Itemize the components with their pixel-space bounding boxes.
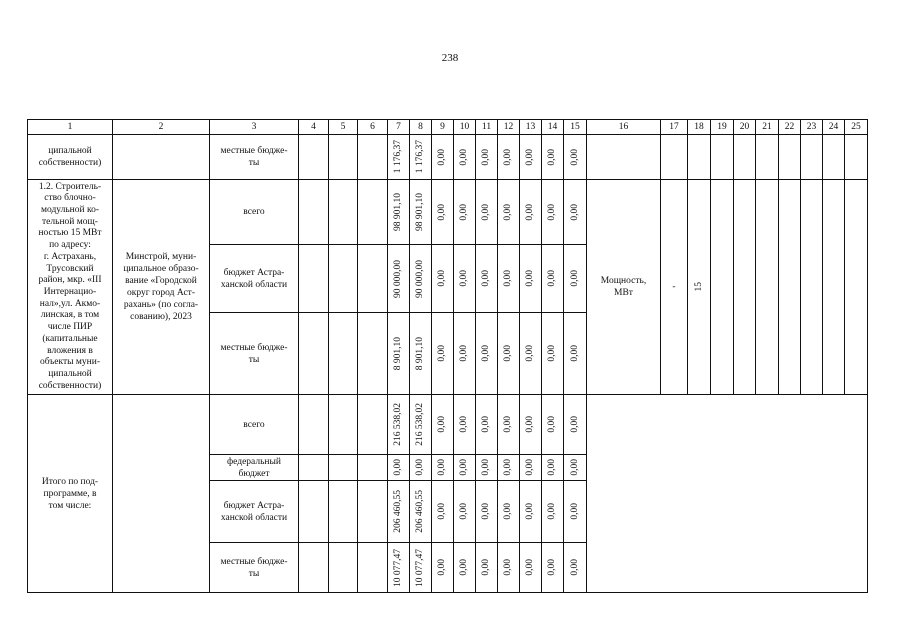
header-col-4 <box>299 120 329 135</box>
item-1-2-amount-col10 <box>454 245 476 313</box>
funding-source: федеральный бюджет <box>227 456 281 479</box>
total-amount-col11 <box>476 543 498 593</box>
amount-value: 0,00 <box>437 503 447 520</box>
total-col4-cell <box>299 455 329 481</box>
total-amount-col13 <box>520 543 542 593</box>
header-col-10 <box>454 120 476 135</box>
item-1-2-amount-col13 <box>520 245 542 313</box>
column-number: 18 <box>694 122 704 132</box>
header-col-11 <box>476 120 498 135</box>
column-number: 12 <box>503 122 514 132</box>
funding-source: местные бюдже- ты <box>220 556 288 579</box>
item-1-2-col6-cell <box>358 313 388 395</box>
continuation-amount-col14 <box>542 135 564 180</box>
amount-value: 0,00 <box>547 416 557 433</box>
item-1-2-col4-cell <box>299 180 329 245</box>
amount-value: 0,00 <box>481 503 491 520</box>
amount-value: 0,00 <box>393 459 403 476</box>
total-amount-col10 <box>454 395 476 455</box>
amount-value: 0,00 <box>525 459 535 476</box>
total-amount-col12 <box>498 395 520 455</box>
amount-value: 90 000,00 <box>393 259 403 298</box>
column-number: 4 <box>311 122 316 132</box>
amount-value: 98 901,10 <box>393 193 403 231</box>
amount-value: 8 901,10 <box>415 336 425 371</box>
total-amount-col14 <box>542 455 564 481</box>
continuation-amount-col13 <box>520 135 542 180</box>
item-1-2-amount-col13 <box>520 313 542 395</box>
amount-value: 0,00 <box>547 459 557 476</box>
header-col-6 <box>358 120 388 135</box>
continuation-col6-cell <box>358 135 388 180</box>
header-col-16 <box>587 120 661 135</box>
amount-value: 0,00 <box>525 345 535 362</box>
funding-source: местные бюдже- ты <box>220 342 288 365</box>
column-number: 19 <box>717 122 727 132</box>
item-1-2-col23-cell <box>801 180 823 395</box>
amount-value: 0,00 <box>437 459 447 476</box>
item-1-2-col6-cell <box>358 245 388 313</box>
total-amount-col11 <box>476 455 498 481</box>
total-col5-cell <box>329 543 358 593</box>
amount-value: 98 901,10 <box>415 193 425 231</box>
total-amount-col8 <box>410 455 432 481</box>
amount-value: 0,00 <box>459 345 469 362</box>
item-1-2-col5-cell <box>329 245 358 313</box>
item-1-2-amount-col14 <box>542 313 564 395</box>
amount-value: 0,00 <box>481 203 491 221</box>
amount-value: 0,00 <box>525 203 535 221</box>
item-1-2-executor-cell <box>113 180 210 395</box>
item-1-2-amount-col11 <box>476 245 498 313</box>
header-col-21 <box>756 120 779 135</box>
total-amount-col13 <box>520 455 542 481</box>
continuation-col21-cell <box>756 135 779 180</box>
total-name-cell <box>28 395 113 593</box>
amount-value: 0,00 <box>459 416 469 433</box>
continuation-name-cell <box>28 135 113 180</box>
continuation-col20-cell <box>734 135 756 180</box>
column-number: 14 <box>547 122 558 132</box>
header-col-24 <box>823 120 845 135</box>
item-name: 1.2. Строитель- ство блочно- модульной ко- тельной мощ- ностью 15 МВт по адресу: г. Астрахань, Трусовский район, мкр. «III Интернацио- нал»,ул. Акмо- линская, в том числе ПИР (капитальные вложения в объекты муни- ципальной собственности) <box>38 181 102 391</box>
column-number: 25 <box>851 122 861 132</box>
amount-value: 0,00 <box>437 416 447 433</box>
total-amount-col9 <box>432 395 454 455</box>
amount-value: 1 176,37 <box>415 140 425 174</box>
executor: Минстрой, муни- ципальное образо- вание «Городской округ город Аст- рахань» (по согла- сованию), 2023 <box>123 252 199 322</box>
total-col5-cell <box>329 395 358 455</box>
item-1-2-indicator-cell <box>587 180 661 395</box>
continuation-amount-col9 <box>432 135 454 180</box>
total-amount-col10 <box>454 481 476 543</box>
item-1-2-col4-cell <box>299 245 329 313</box>
total-amount-col15 <box>564 481 587 543</box>
amount-value: 0,00 <box>547 559 557 576</box>
amount-value: 0,00 <box>525 503 535 520</box>
amount-value: 0,00 <box>503 459 513 476</box>
column-number: 1 <box>67 122 73 132</box>
continuation-amount-col15 <box>564 135 587 180</box>
row-name: ципальной собственности) <box>38 146 102 168</box>
continuation-amount-col8 <box>410 135 432 180</box>
amount-value: 0,00 <box>569 503 580 520</box>
header-col-5 <box>329 120 358 135</box>
funding-source: всего <box>243 207 265 217</box>
total-amount-col10 <box>454 455 476 481</box>
total-name: Итого по под- программе, в том числе: <box>41 476 99 511</box>
amount-value: 0,00 <box>503 345 513 362</box>
header-col-25 <box>845 120 868 135</box>
total-amount-col13 <box>520 481 542 543</box>
column-number: 5 <box>340 122 346 132</box>
item-1-2-amount-col9 <box>432 245 454 313</box>
amount-value: 0,00 <box>481 459 491 476</box>
total-amount-col14 <box>542 543 564 593</box>
total-source-cell <box>210 481 299 543</box>
continuation-col16-cell <box>587 135 661 180</box>
amount-value: 216 538,02 <box>393 403 403 446</box>
amount-value: 0,00 <box>481 559 491 576</box>
amount-value: 0,00 <box>547 203 557 221</box>
continuation-amount-col11 <box>476 135 498 180</box>
column-number: 23 <box>806 122 817 132</box>
continuation-col25-cell <box>845 135 868 180</box>
item-1-2-amount-col10 <box>454 180 476 245</box>
continuation-col18-cell <box>688 135 711 180</box>
total-col5-cell <box>329 481 358 543</box>
item-1-2-col6-cell <box>358 180 388 245</box>
page-number: 238 <box>441 52 459 64</box>
total-amount-col15 <box>564 395 587 455</box>
header-col-3 <box>210 120 299 135</box>
amount-value: 0,00 <box>481 345 491 362</box>
item-1-2-col5-cell <box>329 180 358 245</box>
item-1-2-amount-col12 <box>498 180 520 245</box>
amount-value: 206 460,55 <box>415 490 425 533</box>
total-amount-col7 <box>388 543 410 593</box>
amount-value: 0,00 <box>437 270 447 287</box>
header-col-20 <box>734 120 756 135</box>
item-1-2-amount-col9 <box>432 313 454 395</box>
amount-value: 1 176,37 <box>393 140 403 174</box>
total-amount-col15 <box>564 543 587 593</box>
amount-value: 0,00 <box>503 203 513 221</box>
amount-value: 0,00 <box>547 345 557 362</box>
amount-value: 0,00 <box>547 148 557 166</box>
amount-value: 0,00 <box>569 345 580 362</box>
total-col6-cell <box>358 543 388 593</box>
item-1-2-amount-col7 <box>388 245 410 313</box>
total-amount-col7 <box>388 395 410 455</box>
amount-value: 0,00 <box>459 459 469 476</box>
item-1-2-amount-col7 <box>388 180 410 245</box>
continuation-executor-cell <box>113 135 210 180</box>
item-1-2-amount-col11 <box>476 313 498 395</box>
item-1-2-col17-cell <box>661 180 688 395</box>
total-executor-cell <box>113 395 210 593</box>
amount-value: 0,00 <box>547 503 557 520</box>
column-number: 22 <box>784 122 795 132</box>
continuation-col19-cell <box>711 135 734 180</box>
item-1-2-col24-cell <box>823 180 845 395</box>
item-1-2-col5-cell <box>329 313 358 395</box>
amount-value: 0,00 <box>481 416 491 433</box>
amount-value: 0,00 <box>569 459 580 476</box>
amount-value: 0,00 <box>525 270 535 287</box>
amount-value: 10 077,47 <box>415 548 425 587</box>
total-amount-col9 <box>432 481 454 543</box>
amount-value: 0,00 <box>503 416 513 433</box>
item-1-2-source-cell <box>210 245 299 313</box>
continuation-col23-cell <box>801 135 823 180</box>
header-col-2 <box>113 120 210 135</box>
header-col-7 <box>388 120 410 135</box>
item-1-2-amount-col12 <box>498 245 520 313</box>
item-1-2-col22-cell <box>779 180 801 395</box>
indicator-value: 15 <box>693 282 704 292</box>
amount-value: 0,00 <box>569 203 580 221</box>
amount-value: 0,00 <box>481 148 491 166</box>
item-1-2-source-cell <box>210 313 299 395</box>
item-1-2-source-cell <box>210 180 299 245</box>
header-col-12 <box>498 120 520 135</box>
total-amount-col14 <box>542 481 564 543</box>
continuation-col17-cell <box>661 135 688 180</box>
amount-value: 8 901,10 <box>393 336 403 371</box>
amount-value: 0,00 <box>437 559 447 576</box>
column-number: 2 <box>158 122 164 132</box>
column-number: 9 <box>440 122 445 132</box>
amount-value: 0,00 <box>437 203 447 221</box>
column-number: 13 <box>525 122 536 132</box>
amount-value: 0,00 <box>525 559 535 576</box>
header-col-22 <box>779 120 801 135</box>
amount-value: 0,00 <box>503 559 513 576</box>
total-amount-col8 <box>410 395 432 455</box>
continuation-amount-col10 <box>454 135 476 180</box>
item-1-2-amount-col9 <box>432 180 454 245</box>
item-1-2-amount-col10 <box>454 313 476 395</box>
item-1-2-amount-col14 <box>542 180 564 245</box>
amount-value: 206 460,55 <box>393 490 403 533</box>
column-number: 11 <box>481 122 492 132</box>
continuation-col22-cell <box>779 135 801 180</box>
item-1-2-col25-cell <box>845 180 868 395</box>
column-number: 21 <box>762 122 772 132</box>
amount-value: 0,00 <box>569 416 580 433</box>
total-amount-col10 <box>454 543 476 593</box>
amount-value: 216 538,02 <box>415 403 425 446</box>
amount-value: 0,00 <box>415 459 425 476</box>
total-amount-col12 <box>498 455 520 481</box>
header-col-15 <box>564 120 587 135</box>
column-number: 24 <box>828 122 839 132</box>
total-col6-cell <box>358 455 388 481</box>
amount-value: 0,00 <box>503 148 513 166</box>
column-number: 17 <box>669 122 679 132</box>
amount-value: 0,00 <box>459 503 469 520</box>
item-1-2-amount-col15 <box>564 245 587 313</box>
funding-source: местные бюдже- ты <box>220 146 288 168</box>
item-1-2-amount-col7 <box>388 313 410 395</box>
amount-value: 0,00 <box>547 270 557 287</box>
continuation-col4-cell <box>299 135 329 180</box>
amount-value: 0,00 <box>503 503 513 520</box>
indicator-name: Мощность, МВт <box>600 276 647 298</box>
amount-value: 0,00 <box>459 148 469 166</box>
amount-value: 10 077,47 <box>393 548 403 587</box>
total-right-empty-block <box>587 395 868 593</box>
total-col4-cell <box>299 395 329 455</box>
item-1-2-col4-cell <box>299 313 329 395</box>
indicator-value: - <box>672 282 676 292</box>
header-col-19 <box>711 120 734 135</box>
amount-value: 0,00 <box>459 559 469 576</box>
total-col5-cell <box>329 455 358 481</box>
total-amount-col12 <box>498 481 520 543</box>
amount-value: 0,00 <box>525 148 535 166</box>
total-amount-col7 <box>388 481 410 543</box>
header-col-9 <box>432 120 454 135</box>
continuation-col5-cell <box>329 135 358 180</box>
total-col6-cell <box>358 395 388 455</box>
column-number: 6 <box>370 122 375 132</box>
total-amount-col9 <box>432 543 454 593</box>
continuation-amount-col12 <box>498 135 520 180</box>
item-1-2-col18-cell <box>688 180 711 395</box>
item-1-2-col21-cell <box>756 180 779 395</box>
column-number: 10 <box>459 122 470 132</box>
header-col-14 <box>542 120 564 135</box>
item-1-2-col20-cell <box>734 180 756 395</box>
amount-value: 0,00 <box>503 270 513 287</box>
total-amount-col12 <box>498 543 520 593</box>
header-col-13 <box>520 120 542 135</box>
amount-value: 0,00 <box>569 559 580 576</box>
total-source-cell <box>210 455 299 481</box>
item-1-2-amount-col11 <box>476 180 498 245</box>
column-number: 3 <box>251 122 257 132</box>
total-amount-col11 <box>476 395 498 455</box>
amount-value: 90 000,00 <box>415 259 425 298</box>
total-amount-col14 <box>542 395 564 455</box>
total-source-cell <box>210 395 299 455</box>
column-number: 8 <box>418 122 423 132</box>
amount-value: 0,00 <box>569 270 580 287</box>
total-col4-cell <box>299 481 329 543</box>
total-col6-cell <box>358 481 388 543</box>
total-amount-col9 <box>432 455 454 481</box>
item-1-2-amount-col15 <box>564 313 587 395</box>
column-number: 7 <box>396 122 401 132</box>
total-amount-col7 <box>388 455 410 481</box>
funding-source: всего <box>243 419 265 430</box>
funding-source: бюджет Астра- ханской области <box>220 500 288 523</box>
column-number: 16 <box>618 122 629 132</box>
item-1-2-amount-col12 <box>498 313 520 395</box>
header-col-18 <box>688 120 711 135</box>
item-1-2-name-cell <box>28 180 113 395</box>
item-1-2-amount-col8 <box>410 313 432 395</box>
total-amount-col8 <box>410 481 432 543</box>
amount-value: 0,00 <box>437 345 447 362</box>
header-col-23 <box>801 120 823 135</box>
total-source-cell <box>210 543 299 593</box>
continuation-source-cell <box>210 135 299 180</box>
total-amount-col8 <box>410 543 432 593</box>
header-col-1 <box>28 120 113 135</box>
amount-value: 0,00 <box>569 148 580 166</box>
item-1-2-col19-cell <box>711 180 734 395</box>
continuation-amount-col7 <box>388 135 410 180</box>
item-1-2-amount-col15 <box>564 180 587 245</box>
item-1-2-amount-col8 <box>410 245 432 313</box>
budget-table <box>27 119 868 593</box>
item-1-2-amount-col8 <box>410 180 432 245</box>
amount-value: 0,00 <box>459 270 469 287</box>
header-col-17 <box>661 120 688 135</box>
funding-source: бюджет Астра- ханской области <box>220 267 288 290</box>
amount-value: 0,00 <box>481 270 491 287</box>
amount-value: 0,00 <box>437 148 447 166</box>
item-1-2-amount-col14 <box>542 245 564 313</box>
total-amount-col13 <box>520 395 542 455</box>
amount-value: 0,00 <box>525 416 535 433</box>
total-amount-col11 <box>476 481 498 543</box>
amount-value: 0,00 <box>459 203 469 221</box>
total-col4-cell <box>299 543 329 593</box>
column-number: 15 <box>570 122 580 132</box>
header-col-8 <box>410 120 432 135</box>
column-number: 20 <box>739 122 750 132</box>
continuation-col24-cell <box>823 135 845 180</box>
item-1-2-amount-col13 <box>520 180 542 245</box>
total-amount-col15 <box>564 455 587 481</box>
